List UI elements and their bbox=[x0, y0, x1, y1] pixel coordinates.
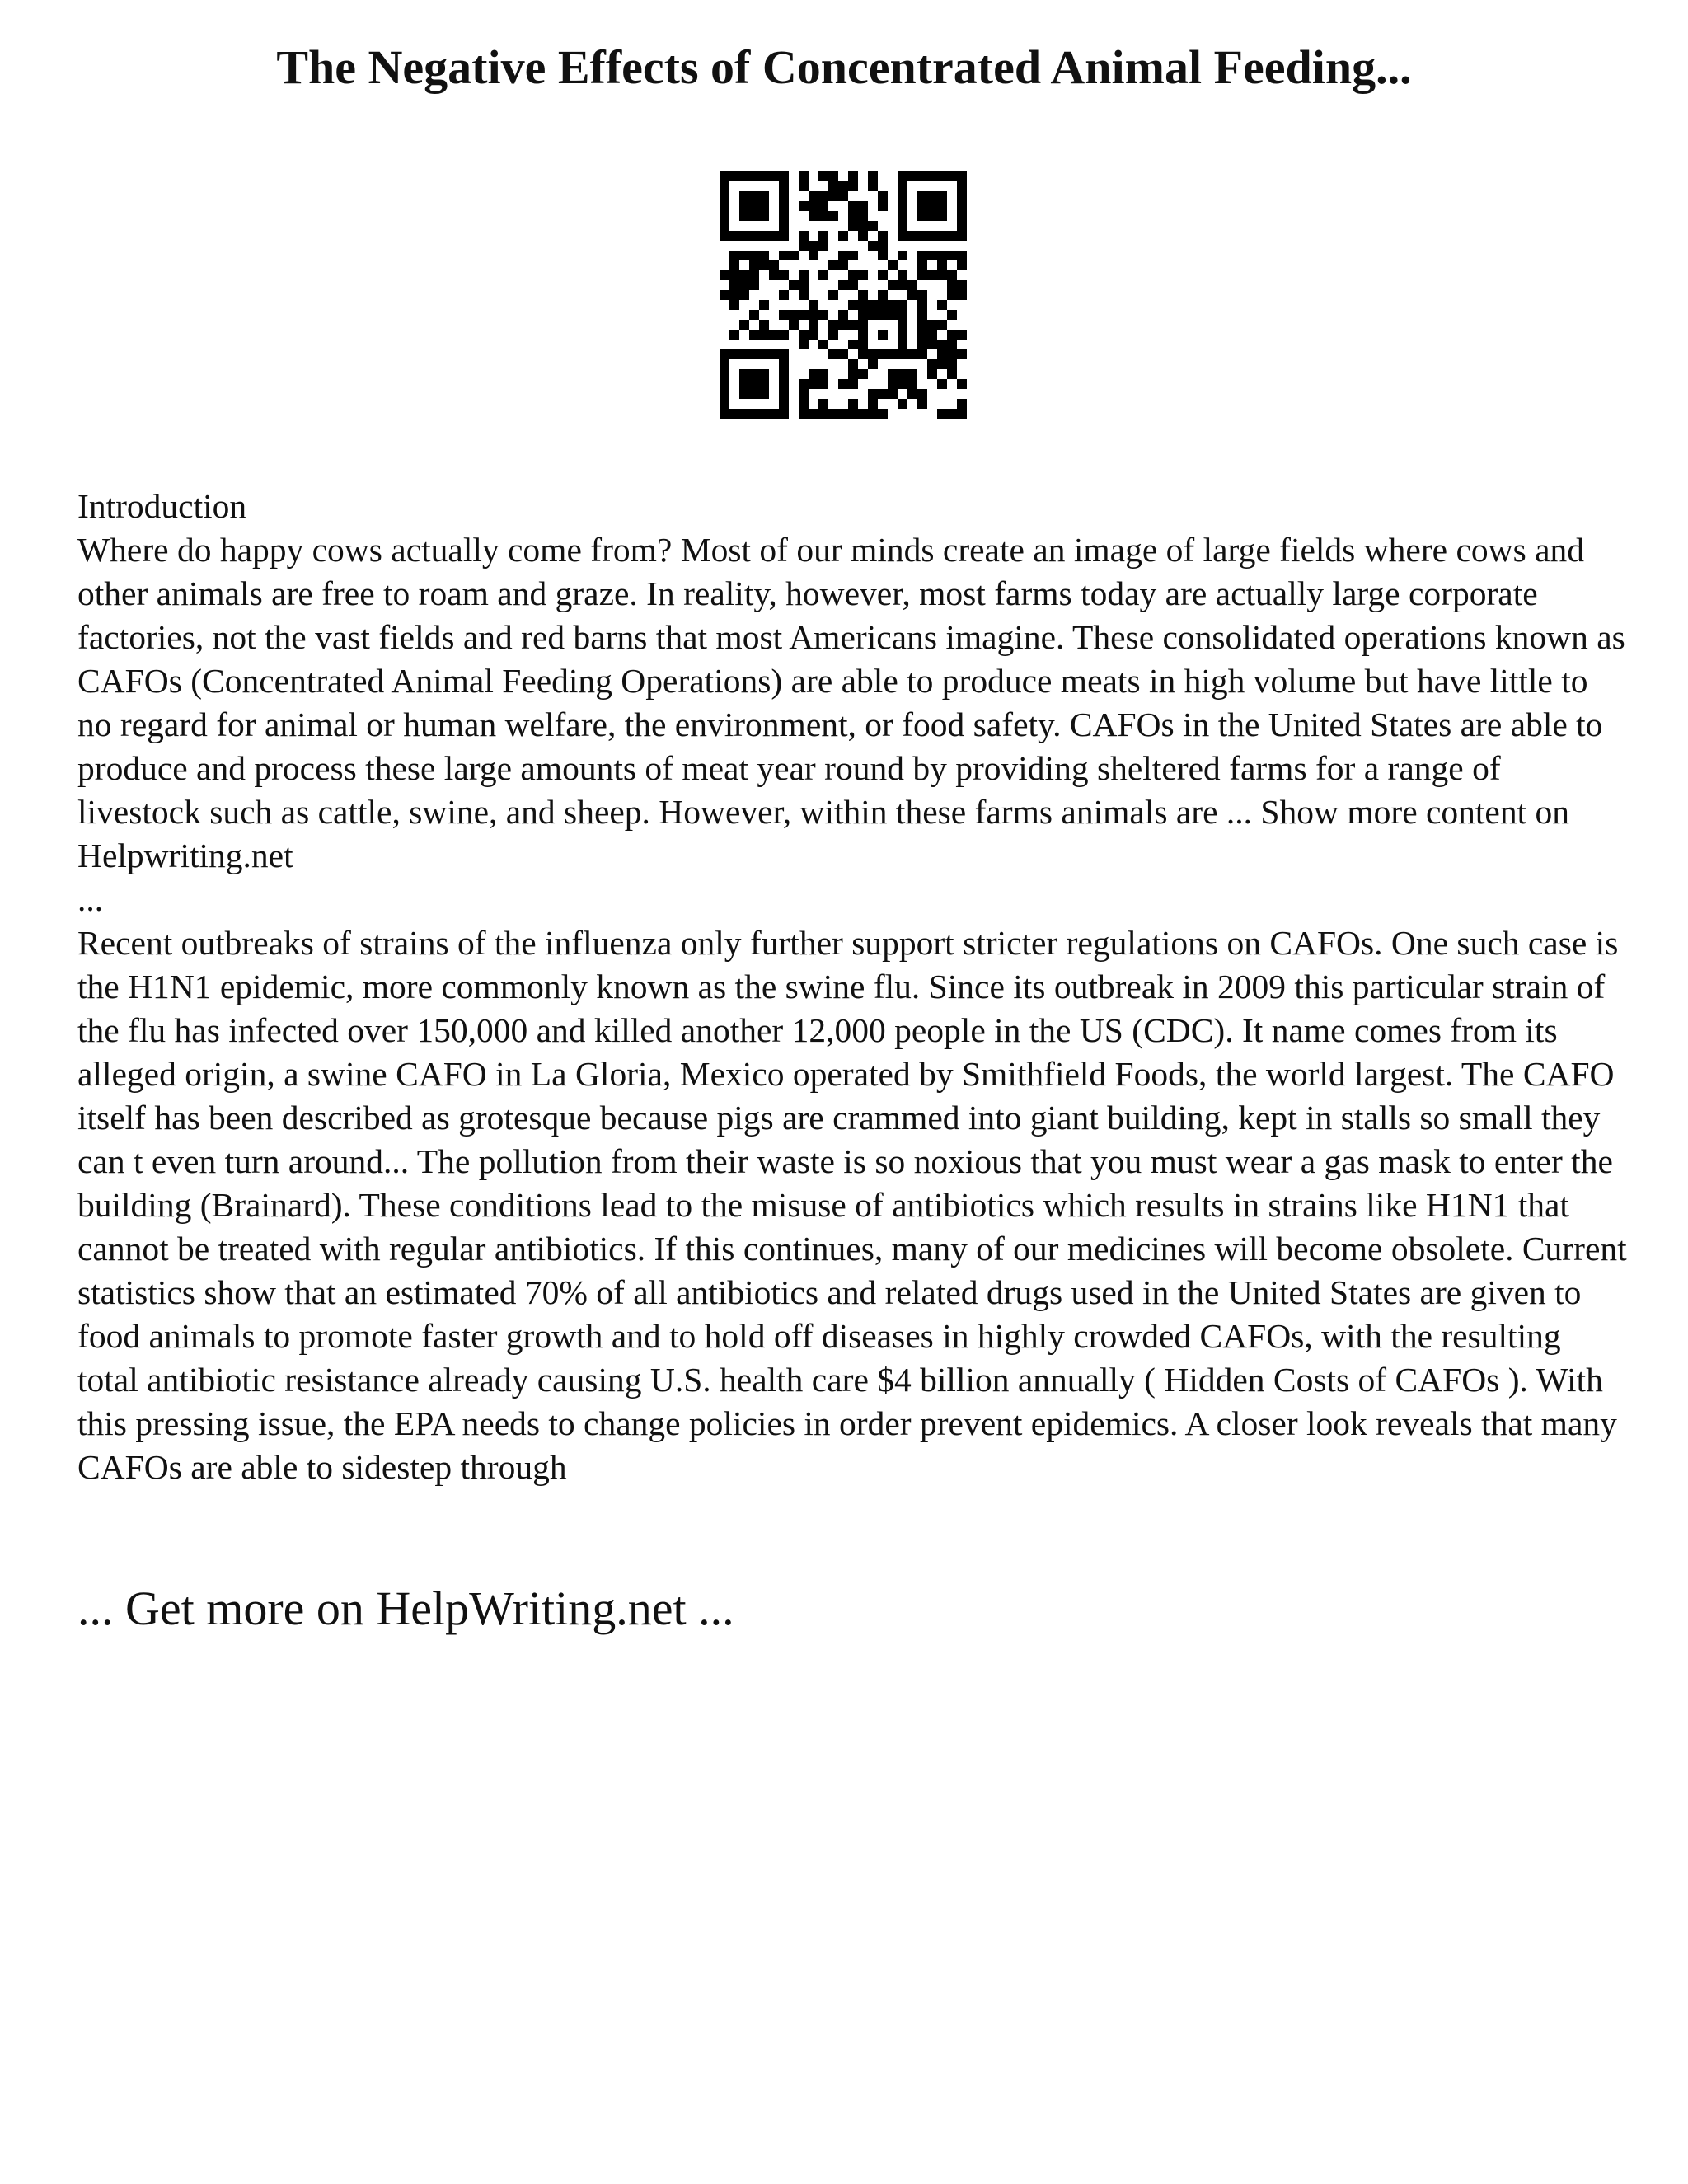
paragraph-ellipsis: ... bbox=[77, 880, 104, 918]
document-body bbox=[77, 485, 1627, 1489]
qr-code-icon bbox=[720, 171, 967, 419]
section-heading: Introduction bbox=[77, 487, 247, 525]
paragraph-introduction: Where do happy cows actually come from? Most of our minds create an image of large fields where cows and other animals are free to roam and graze. In reality, however, most farms today are actually large corporate factories, not the vast fields and red barns that most Americans imagine. These consolidated operations known as CAFOs (Concentrated Animal Feeding Operations) are able to produce meats in high volume but have little to no regard for animal or human welfare, the environment, or food safety. CAFOs in the United States are able to produce and process these large amounts of meat year round by providing sheltered farms for a range of livestock such as cattle, swine, and sheep. However, within these farms animals are ... Show more content on Helpwriting.net bbox=[77, 531, 1625, 874]
paragraph-influenza: Recent outbreaks of strains of the influenza only further support stricter regulations on CAFOs. One such case is the H1N1 epidemic, more commonly known as the swine flu. Since its outbreak in 2009 this particular strain of the flu has infected over 150,000 and killed another 12,000 people in the US (CDC). It name comes from its alleged origin, a swine CAFO in La Gloria, Mexico operated by Smithfield Foods, the world largest. The CAFO itself has been described as grotesque because pigs are crammed into giant building, kept in stalls so small they can t even turn around... The pollution from their waste is so noxious that you must wear a gas mask to enter the building (Brainard). These conditions lead to the misuse of antibiotics which results in strains like H1N1 that cannot be treated with regular antibiotics. If this continues, many of our medicines will become obsolete. Current statistics show that an estimated 70% of all antibiotics and related drugs used in the United States are given to food animals to promote faster growth and to hold off diseases in highly crowded CAFOs, with the resulting total antibiotic resistance already causing U.S. health care $4 billion annually ( Hidden Costs of CAFOs ). With this pressing issue, the EPA needs to change policies in order prevent epidemics. A closer look reveals that many CAFOs are able to sidestep through bbox=[77, 924, 1627, 1486]
document-title: The Negative Effects of Concentrated Animal Feeding... bbox=[276, 40, 1412, 94]
get-more-link[interactable]: ... Get more on HelpWriting.net ... bbox=[77, 1582, 734, 1635]
